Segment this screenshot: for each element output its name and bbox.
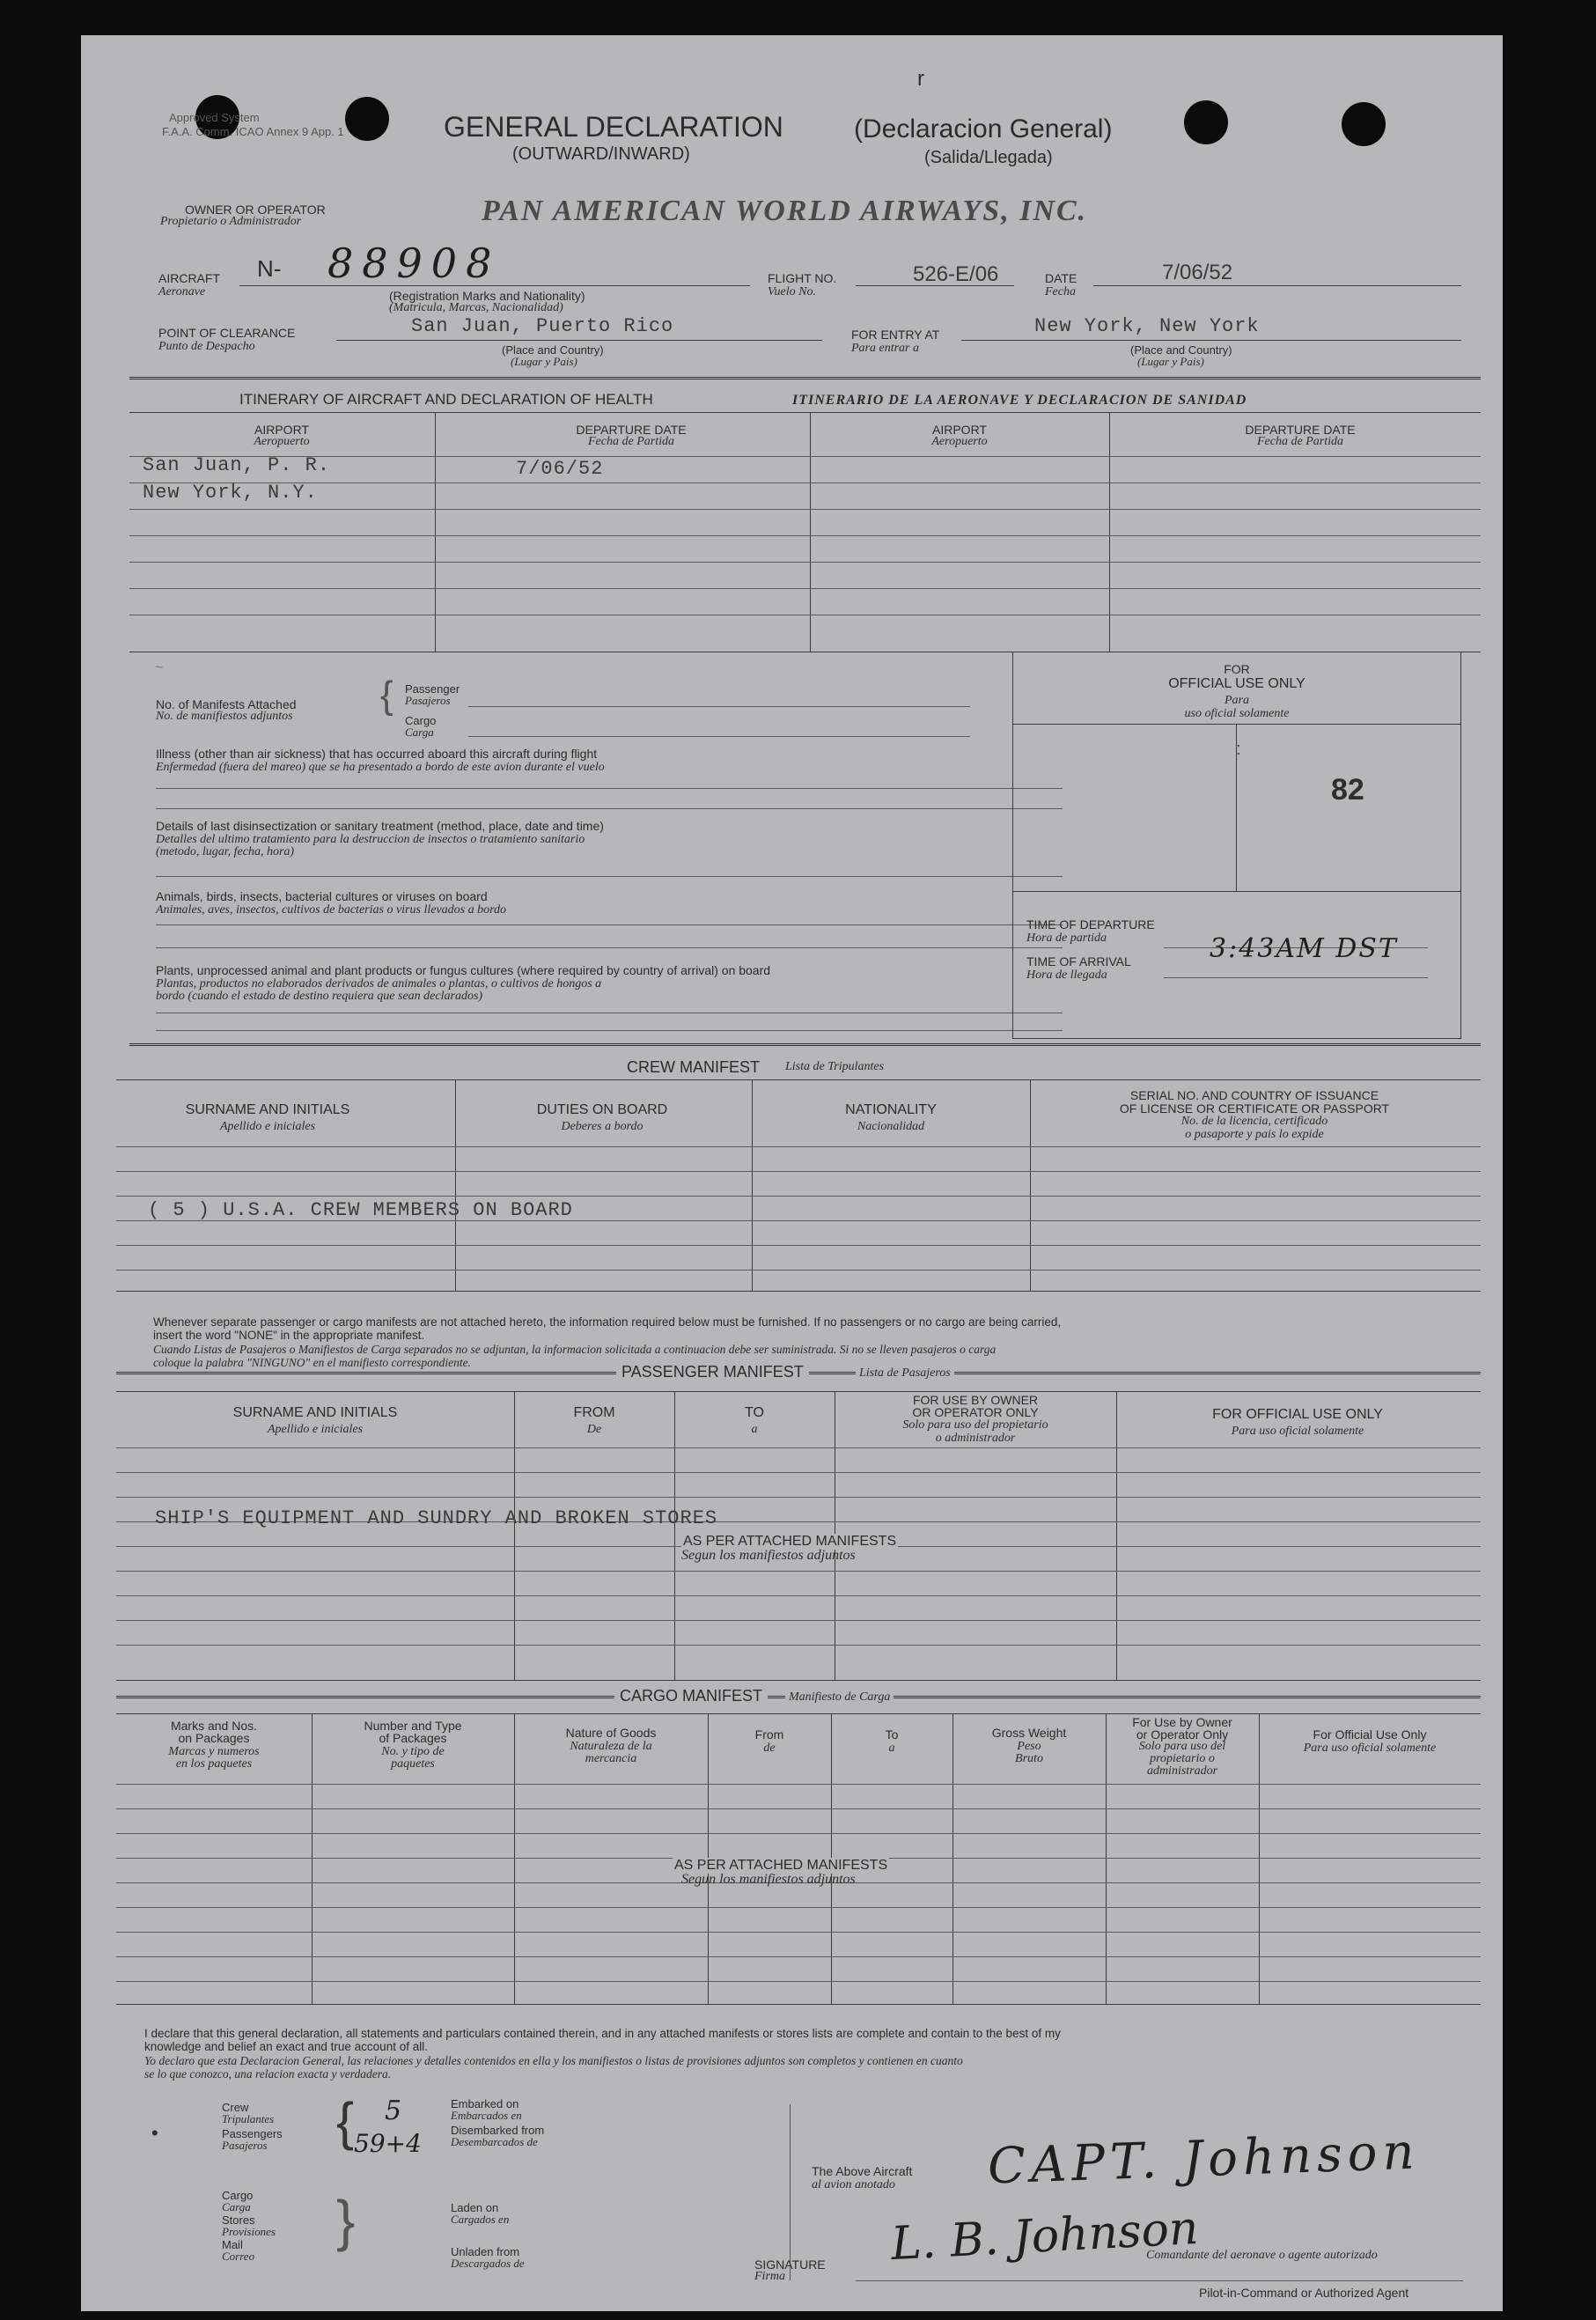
cargo-attached: AS PER ATTACHED MANIFESTS: [674, 1858, 888, 1873]
arrival-label: TIME OF ARRIVAL: [1026, 954, 1131, 969]
footer-passenger-count: 59+4: [354, 2129, 422, 2158]
footer-laden: Laden on: [451, 2201, 499, 2214]
clearance-note-es: (Lugar y Pais): [511, 355, 577, 368]
flight-number: 526-E/06: [913, 262, 999, 286]
departure-label: TIME OF DEPARTURE: [1026, 917, 1155, 932]
illness-label-es: Enfermedad (fuera del mareo) que se ha presentado a bordo de este avion durante el vuelo: [156, 761, 605, 774]
footer-crew: Crew: [222, 2101, 249, 2114]
punch-hole: [1184, 100, 1228, 144]
official-label: OFFICIAL USE ONLY: [1168, 676, 1305, 691]
cargo-col-official-es: Para uso oficial solamente: [1303, 1742, 1437, 1755]
form-title-es: (Declaracion General): [854, 114, 1113, 144]
footer-crew-count: 5: [385, 2095, 402, 2126]
passenger-title-es: Lista de Pasajeros: [856, 1366, 954, 1381]
footer-mail-es: Correo: [222, 2250, 255, 2263]
punch-hole: [1342, 102, 1386, 146]
pass-col-surname: SURNAME AND INITIALS: [232, 1405, 398, 1420]
form-title: GENERAL DECLARATION: [444, 111, 783, 143]
cargo-attached-es: Segun los manifiestos adjuntos: [681, 1872, 856, 1887]
entry-note-es: (Lugar y Pais): [1137, 355, 1204, 368]
pass-col-owner: FOR USE BY OWNER: [912, 1393, 1039, 1407]
cargo-title: CARGO MANIFEST: [614, 1687, 768, 1705]
cargo-col-owner-2: or Operator Only: [1136, 1727, 1229, 1742]
cargo-title-es: Manifiesto de Carga: [785, 1690, 894, 1705]
crew-col-surname: SURNAME AND INITIALS: [185, 1102, 350, 1117]
footer-crew-es: Tripulantes: [222, 2112, 275, 2125]
declaration-en: I declare that this general declaration, all statements and particulars contained therein, and in any attached manifests or stores lists are complete and contain to the best of my: [144, 2027, 1061, 2040]
passenger-attached: AS PER ATTACHED MANIFESTS: [683, 1534, 897, 1549]
cargo-col-to-es: a: [888, 1742, 895, 1755]
notice-es-2: coloque la palabra "NINGUNO" en el manifiesto correspondiente.: [153, 1356, 472, 1369]
declaration-es: Yo declaro que esta Declaracion General, las relaciones y detalles contenidos en ella y los manifiestos o listas de provisiones adjuntos son completos y contienen en cuanto: [144, 2054, 963, 2067]
crew-col-serial-es: No. de la licencia, certificado: [1180, 1115, 1328, 1128]
itin-col-airport-2: AIRPORT: [932, 423, 987, 437]
itin-col-departure-es: Fecha de Partida: [588, 435, 674, 448]
manifests-passenger-es: Pasajeros: [405, 694, 451, 707]
signature-label-es: Firma: [754, 2270, 785, 2283]
commander-label-es: Comandante del aeronave o agente autorizado: [1146, 2249, 1378, 2262]
manifests-label-es: No. de manifiestos adjuntos: [156, 710, 293, 723]
arrival-value: 3:43AM DST: [1210, 933, 1398, 964]
notice-es: Cuando Listas de Pasajeros o Manifiestos de Carga separados no se adjuntan, la informacion solicitada a continuacion debe ser suministrada. Si no se lleven pasajeros o carga: [153, 1343, 997, 1356]
disinsect-label-es-2: (metodo, lugar, fecha, hora): [156, 845, 295, 858]
owner-label-es: Propietario o Administrador: [160, 215, 302, 228]
crew-col-license: OF LICENSE OR CERTIFICATE OR PASSPORT: [1119, 1101, 1390, 1116]
flight-label: FLIGHT NO.: [768, 271, 837, 285]
cargo-col-official: For Official Use Only: [1313, 1727, 1427, 1742]
passenger-title: PASSENGER MANIFEST: [616, 1363, 809, 1381]
itin-col-departure: DEPARTURE DATE: [576, 423, 687, 437]
above-aircraft-es: al avion anotado: [812, 2178, 895, 2191]
crew-entry: ( 5 ) U.S.A. CREW MEMBERS ON BOARD: [148, 1199, 573, 1221]
aircraft-registration: 88908: [327, 239, 501, 287]
animals-label: Animals, birds, insects, bacterial cultures or viruses on board: [156, 889, 488, 903]
departure-label-es: Hora de partida: [1026, 932, 1107, 945]
itin-date-1: 7/06/52: [516, 458, 604, 480]
aircraft-label-es: Aeronave: [158, 285, 206, 298]
cargo-col-weight-es: Peso: [1017, 1740, 1041, 1753]
official-number: 82: [1331, 773, 1364, 806]
pass-col-owner-es-2: o administrador: [935, 1432, 1016, 1445]
arrival-label-es: Hora de llegada: [1026, 969, 1107, 982]
footer-disembarked-es: Desembarcados de: [451, 2135, 538, 2148]
aircraft-note: (Registration Marks and Nationality): [389, 289, 585, 303]
pass-col-to: TO: [745, 1405, 764, 1420]
footer-brace: {: [336, 2092, 355, 2151]
itinerary-title-es: ITINERARIO DE LA AERONAVE Y DECLARACION DE SANIDAD: [792, 393, 1247, 408]
cargo-col-marks-es-2: en los paquetes: [175, 1757, 253, 1771]
entry-value: New York, New York: [1034, 315, 1260, 337]
crew-col-surname-es: Apellido e iniciales: [219, 1120, 316, 1133]
official-label-es: uso oficial solamente: [1184, 707, 1290, 720]
cargo-col-owner-es-3: administrador: [1146, 1764, 1218, 1778]
form-subtitle-es: (Salida/Llegada): [924, 148, 1053, 167]
clearance-note: (Place and Country): [502, 343, 604, 357]
illness-label: Illness (other than air sickness) that has occurred aboard this aircraft during flight: [156, 747, 598, 761]
footer-laden-es: Cargados en: [451, 2213, 510, 2226]
footer-stores-es: Provisiones: [222, 2225, 276, 2238]
aircraft-prefix: N-: [257, 255, 282, 282]
manifests-label: No. of Manifests Attached: [156, 697, 297, 711]
itin-col-airport-es: Aeropuerto: [254, 435, 310, 448]
date-label-es: Fecha: [1045, 285, 1076, 298]
footer-mail: Mail: [222, 2238, 243, 2251]
entry-label-es: Para entrar a: [851, 342, 919, 355]
cargo-col-marks-2: on Packages: [178, 1731, 250, 1745]
pass-col-to-es: a: [751, 1423, 758, 1436]
cargo-col-from-es: de: [763, 1742, 776, 1755]
declaration-form: [81, 35, 1503, 2311]
aircraft-label: AIRCRAFT: [158, 271, 220, 285]
faa-label: F.A.A. Comm. ICAO Annex 9 App. 1: [162, 125, 344, 138]
pass-col-official: FOR OFFICIAL USE ONLY: [1212, 1407, 1383, 1422]
cargo-col-number-2: of Packages: [379, 1731, 447, 1745]
flight-label-es: Vuelo No.: [768, 285, 816, 298]
footer-passengers-es: Pasajeros: [222, 2139, 268, 2152]
cargo-col-weight: Gross Weight: [991, 1726, 1067, 1740]
cargo-col-owner-es: Solo para uso del: [1138, 1740, 1226, 1753]
clearance-label-es: Punto de Despacho: [158, 340, 255, 353]
footer-unladen: Unladen from: [451, 2245, 520, 2258]
crew-col-serial-es-2: o pasaporte y pais lo expide: [1185, 1128, 1324, 1141]
cargo-col-nature-es-2: mercancia: [585, 1752, 637, 1765]
cargo-col-marks: Marks and Nos.: [170, 1719, 258, 1733]
itin-airport-2: New York, N.Y.: [143, 482, 318, 504]
owner-label: OWNER OR OPERATOR: [185, 203, 326, 217]
crew-col-nationality: NATIONALITY: [845, 1102, 937, 1117]
cargo-col-to: To: [885, 1727, 899, 1742]
cargo-col-number-es-2: paquetes: [391, 1757, 435, 1771]
declaration-en-2: knowledge and belief an exact and true account of all.: [144, 2040, 428, 2053]
cargo-col-owner: For Use by Owner: [1132, 1715, 1232, 1729]
manifests-passenger: Passenger: [405, 682, 460, 696]
clearance-label: POINT OF CLEARANCE: [158, 326, 296, 340]
approved-label: Approved System: [169, 111, 260, 124]
notice-en-2: insert the word "NONE" in the appropriate manifest.: [153, 1329, 425, 1342]
signature-name: L. B. Johnson: [889, 2201, 1200, 2272]
footer-cargo-es: Carga: [222, 2200, 251, 2213]
declaration-es-2: se lo que conozco, una relacion exacta y verdadera.: [144, 2067, 392, 2081]
itinerary-title: ITINERARY OF AIRCRAFT AND DECLARATION OF HEALTH: [239, 391, 653, 408]
pass-col-owner-2: OR OPERATOR ONLY: [912, 1405, 1039, 1419]
crew-title-es: Lista de Tripulantes: [785, 1060, 885, 1073]
cargo-col-nature: Nature of Goods: [565, 1726, 657, 1740]
stray-mark: r: [917, 67, 924, 91]
pass-col-owner-es: Solo para uso del propietario: [902, 1418, 1048, 1432]
date-value: 7/06/52: [1162, 261, 1233, 284]
official-tick: :: [1236, 740, 1241, 759]
itin-col-departure-2-es: Fecha de Partida: [1257, 435, 1343, 448]
footer-cargo: Cargo: [222, 2189, 254, 2202]
crew-col-duties-es: Deberes a bordo: [561, 1120, 644, 1133]
disinsect-label-es: Detalles del ultimo tratamiento para la destruccion de insectos o tratamiento sanitario: [156, 833, 585, 846]
plants-label-es: Plantas, productos no elaborados derivados de animales o plantas, o cultivos de hongos a: [156, 977, 602, 991]
itin-col-departure-2: DEPARTURE DATE: [1245, 423, 1356, 437]
cargo-col-owner-es-2: propietario o: [1150, 1752, 1215, 1765]
cargo-col-number: Number and Type: [364, 1719, 462, 1733]
crew-col-duties: DUTIES ON BOARD: [536, 1102, 668, 1117]
notice-en: Whenever separate passenger or cargo manifests are not attached hereto, the information required below must be furnished. If no passengers or no cargo are being carried,: [153, 1315, 1062, 1329]
itin-marker: ~: [155, 660, 164, 675]
pass-col-from: FROM: [573, 1405, 615, 1420]
passenger-attached-es: Segun los manifiestos adjuntos: [681, 1548, 856, 1563]
date-label: DATE: [1045, 271, 1077, 285]
signature-captain: CAPT. Johnson: [987, 2123, 1421, 2196]
cargo-col-number-es: No. y tipo de: [381, 1745, 445, 1758]
plants-label-es-2: bordo (cuando el estado de destino requiera que sean declarados): [156, 990, 483, 1003]
clearance-value: San Juan, Puerto Rico: [411, 315, 674, 337]
footer-disembarked: Disembarked from: [451, 2124, 545, 2137]
manifests-cargo-es: Carga: [405, 725, 434, 739]
itin-col-airport-2-es: Aeropuerto: [931, 435, 988, 448]
cargo-col-from: From: [754, 1727, 784, 1742]
footer-brace-2: }: [336, 2189, 356, 2252]
cargo-col-weight-es-2: Bruto: [1015, 1752, 1043, 1765]
signature-label: SIGNATURE: [754, 2257, 826, 2272]
itin-airport-1: San Juan, P. R.: [143, 454, 331, 476]
manifests-cargo: Cargo: [405, 714, 437, 727]
crew-title: CREW MANIFEST: [627, 1058, 760, 1076]
itin-col-airport: AIRPORT: [254, 423, 309, 437]
above-aircraft: The Above Aircraft: [812, 2164, 913, 2178]
pilot-label: Pilot-in-Command or Authorized Agent: [1199, 2286, 1409, 2300]
animals-label-es: Animales, aves, insectos, cultivos de bacterias o virus llevados a bordo: [156, 903, 507, 917]
punch-hole: [345, 97, 389, 141]
footer-embarked: Embarked on: [451, 2097, 519, 2110]
pass-col-official-es: Para uso oficial solamente: [1231, 1425, 1364, 1438]
form-subtitle: (OUTWARD/INWARD): [512, 144, 690, 164]
footer-passengers: Passengers: [222, 2127, 283, 2140]
brace: {: [380, 674, 393, 717]
official-for: FOR: [1224, 662, 1250, 676]
cargo-col-nature-es: Naturaleza de la: [570, 1740, 652, 1753]
footer-embarked-es: Embarcados en: [451, 2109, 522, 2122]
plants-label: Plants, unprocessed animal and plant products or fungus cultures (where required by country of arrival) on board: [156, 963, 771, 977]
cargo-col-marks-es: Marcas y numeros: [168, 1745, 260, 1758]
footer-stores: Stores: [222, 2213, 255, 2227]
entry-note: (Place and Country): [1130, 343, 1232, 357]
disinsect-label: Details of last disinsectization or sanitary treatment (method, place, date and time): [156, 819, 604, 833]
official-para: Para: [1225, 694, 1249, 707]
owner-value: PAN AMERICAN WORLD AIRWAYS, INC.: [482, 195, 1088, 227]
pass-col-surname-es: Apellido e iniciales: [267, 1423, 364, 1436]
aircraft-note-es: (Matricula, Marcas, Nacionalidad): [389, 301, 563, 314]
entry-label: FOR ENTRY AT: [851, 328, 940, 342]
footer-unladen-es: Descargados de: [451, 2257, 525, 2270]
crew-col-serial: SERIAL NO. AND COUNTRY OF ISSUANCE: [1129, 1088, 1379, 1102]
footer-dot: •: [151, 2122, 158, 2144]
pass-col-from-es: De: [586, 1423, 602, 1436]
passenger-entry: SHIP'S EQUIPMENT AND SUNDRY AND BROKEN STORES: [155, 1507, 718, 1529]
crew-col-nationality-es: Nacionalidad: [857, 1120, 925, 1133]
